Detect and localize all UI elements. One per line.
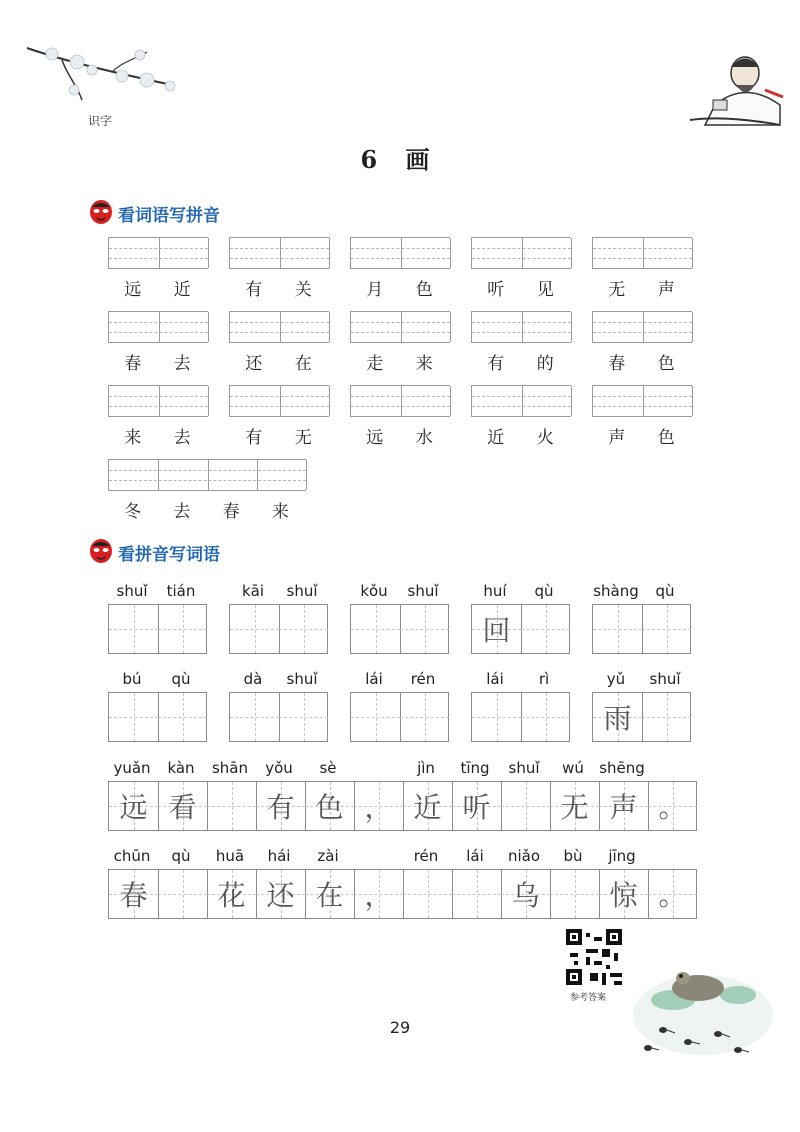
- guide-line: [351, 258, 450, 259]
- pinyin-cell[interactable]: [351, 386, 402, 416]
- pinyin-syllable: bù: [563, 847, 583, 865]
- page-number: 29: [389, 1018, 411, 1037]
- tianzige-cell[interactable]: [642, 605, 691, 653]
- answer-char: 听: [462, 791, 491, 824]
- tianzige-cell[interactable]: [593, 605, 643, 653]
- pinyin-answer-box[interactable]: [108, 237, 208, 269]
- pinyin-answer-box[interactable]: [471, 311, 571, 343]
- pinyin-cell[interactable]: [401, 312, 452, 342]
- tianzige-cell[interactable]: [279, 693, 328, 741]
- pinyin-syllable: rén: [413, 847, 439, 865]
- answer-char: [158, 693, 207, 741]
- vocab-char: 近: [487, 428, 505, 448]
- tianzige-cell[interactable]: [400, 693, 449, 741]
- pinyin-cell[interactable]: [230, 312, 281, 342]
- answer-char: [642, 605, 691, 653]
- vocab-char: 色: [415, 280, 433, 300]
- answer-char: [230, 605, 279, 653]
- tianzige-cell[interactable]: [521, 693, 570, 741]
- guide-line: [230, 406, 329, 407]
- vocab-char: 走: [366, 354, 384, 374]
- answer-char: 无: [560, 791, 589, 824]
- vocab-char: 水: [415, 428, 433, 448]
- answer-char: 远: [119, 791, 148, 824]
- guide-line: [109, 322, 208, 323]
- pinyin-cell[interactable]: [109, 312, 160, 342]
- pinyin-cell[interactable]: [230, 386, 281, 416]
- vocab-word: [108, 497, 306, 521]
- pinyin-answer-box[interactable]: [592, 237, 692, 269]
- guide-line: [472, 322, 571, 323]
- pinyin-answer-box[interactable]: [350, 237, 450, 269]
- pinyin-syllable: yǒu: [265, 759, 293, 777]
- answer-char: [400, 693, 449, 741]
- word-grid[interactable]: [229, 604, 328, 654]
- pinyin-answer-box[interactable]: [592, 311, 692, 343]
- answer-char: [452, 870, 501, 918]
- tianzige-cell[interactable]: [400, 605, 449, 653]
- answer-char: [472, 693, 521, 741]
- scholar-illustration: [685, 45, 785, 130]
- tianzige-cell[interactable]: [158, 870, 208, 918]
- qr-code-icon[interactable]: [566, 929, 622, 985]
- answer-char: 惊: [609, 879, 638, 912]
- tianzige-cell[interactable]: [648, 782, 697, 830]
- guide-line: [593, 258, 692, 259]
- tianzige-cell[interactable]: [452, 782, 502, 830]
- vocab-word: [471, 423, 571, 447]
- pinyin-cell[interactable]: [472, 386, 523, 416]
- tianzige-cell[interactable]: [256, 782, 306, 830]
- tianzige-cell[interactable]: [109, 870, 159, 918]
- guide-line: [230, 258, 329, 259]
- tianzige-cell[interactable]: [472, 693, 522, 741]
- guide-line: [472, 406, 571, 407]
- vocab-word: [350, 423, 450, 447]
- word-grid[interactable]: [350, 692, 449, 742]
- pinyin-cell[interactable]: [522, 386, 573, 416]
- pinyin-cell[interactable]: [643, 386, 694, 416]
- pinyin-syllable: rén: [410, 670, 436, 688]
- pinyin-syllable: qù: [534, 582, 554, 600]
- guide-line: [109, 332, 208, 333]
- pinyin-cell[interactable]: [351, 238, 402, 268]
- answer-char: 声: [609, 791, 638, 824]
- pinyin-syllable: shuǐ: [286, 670, 318, 688]
- tianzige-cell[interactable]: [279, 605, 328, 653]
- vocab-char: 远: [124, 280, 142, 300]
- pinyin-answer-box[interactable]: [350, 385, 450, 417]
- sentence-grid[interactable]: [108, 781, 697, 831]
- guide-line: [593, 396, 692, 397]
- vocab-word: [592, 349, 692, 373]
- tianzige-cell[interactable]: [403, 870, 453, 918]
- pinyin-syllable: zài: [317, 847, 339, 865]
- tianzige-cell[interactable]: [354, 782, 404, 830]
- pinyin-syllable: yuǎn: [113, 759, 151, 777]
- section1-heading: 看词语写拼音: [118, 206, 220, 226]
- answer-char: [109, 693, 158, 741]
- vocab-char: 有: [245, 280, 263, 300]
- word-grid[interactable]: [229, 692, 328, 742]
- pinyin-cell[interactable]: [109, 460, 159, 490]
- answer-char: 看: [168, 791, 197, 824]
- pinyin-answer-box[interactable]: [471, 385, 571, 417]
- guide-line: [472, 332, 571, 333]
- word-grid[interactable]: [350, 604, 449, 654]
- tianzige-cell[interactable]: [648, 870, 697, 918]
- tianzige-cell[interactable]: [521, 605, 570, 653]
- pinyin-syllable: tīng: [460, 759, 490, 777]
- word-grid[interactable]: [592, 604, 691, 654]
- tianzige-cell[interactable]: [351, 693, 401, 741]
- pinyin-syllable: shān: [211, 759, 249, 777]
- guide-line: [351, 332, 450, 333]
- pinyin-syllable: shàng: [593, 582, 639, 600]
- pinyin-cell[interactable]: [159, 312, 210, 342]
- answer-char: 色: [315, 791, 344, 824]
- vocab-char: 去: [173, 354, 191, 374]
- vocab-char: 远: [366, 428, 384, 448]
- pinyin-answer-box[interactable]: [229, 385, 329, 417]
- frog-tadpole-illustration: [628, 960, 778, 1060]
- answer-char: [279, 605, 328, 653]
- pinyin-cell[interactable]: [472, 238, 523, 268]
- tianzige-cell[interactable]: [354, 870, 404, 918]
- vocab-char: 春: [608, 354, 626, 374]
- answer-char: [501, 782, 550, 830]
- vocab-char: 无: [608, 280, 626, 300]
- pinyin-cell[interactable]: [472, 312, 523, 342]
- answer-char: [521, 605, 570, 653]
- pinyin-syllable: kāi: [241, 582, 265, 600]
- tianzige-cell[interactable]: [256, 870, 306, 918]
- answer-char: [351, 693, 400, 741]
- pinyin-syllable: bú: [122, 670, 142, 688]
- pinyin-answer-box[interactable]: [350, 311, 450, 343]
- word-grid[interactable]: [592, 692, 691, 742]
- tianzige-cell[interactable]: [158, 782, 208, 830]
- guide-line: [593, 406, 692, 407]
- answer-char: [158, 605, 207, 653]
- vocab-char: 声: [657, 280, 675, 300]
- vocab-char: 来: [415, 354, 433, 374]
- pinyin-cell[interactable]: [351, 312, 402, 342]
- tianzige-cell[interactable]: [109, 782, 159, 830]
- pinyin-cell[interactable]: [280, 238, 331, 268]
- vocab-word: [108, 423, 208, 447]
- pinyin-cell[interactable]: [401, 386, 452, 416]
- guide-line: [109, 396, 208, 397]
- pinyin-syllable: dà: [243, 670, 263, 688]
- pinyin-syllable: qù: [655, 582, 675, 600]
- tianzige-cell[interactable]: [642, 693, 691, 741]
- pinyin-syllable: niǎo: [507, 847, 541, 865]
- opera-mask-icon: [88, 197, 114, 225]
- pinyin-syllable: hái: [267, 847, 291, 865]
- answer-char: 在: [315, 879, 344, 912]
- guide-line: [109, 258, 208, 259]
- vocab-char: 色: [657, 428, 675, 448]
- pinyin-syllable: jìn: [417, 759, 435, 777]
- pinyin-syllable: shēng: [599, 759, 645, 777]
- pinyin-cell[interactable]: [643, 312, 694, 342]
- vocab-char: 冬: [124, 502, 142, 522]
- answer-char: 春: [119, 879, 148, 912]
- pinyin-syllable: chūn: [113, 847, 151, 865]
- pinyin-syllable: lái: [486, 670, 504, 688]
- tianzige-cell[interactable]: [305, 782, 355, 830]
- pinyin-cell[interactable]: [643, 238, 694, 268]
- guide-line: [109, 248, 208, 249]
- pinyin-syllable: shuǐ: [407, 582, 439, 600]
- opera-mask-icon: [88, 536, 114, 564]
- tianzige-cell[interactable]: [351, 605, 401, 653]
- tianzige-cell[interactable]: [593, 693, 643, 741]
- pinyin-cell[interactable]: [257, 460, 307, 490]
- tianzige-cell[interactable]: [207, 870, 257, 918]
- word-grid[interactable]: [471, 604, 570, 654]
- pinyin-answer-box[interactable]: [471, 237, 571, 269]
- pinyin-syllable: lái: [365, 670, 383, 688]
- word-grid[interactable]: [108, 692, 207, 742]
- vocab-word: [471, 275, 571, 299]
- answer-char: [521, 693, 570, 741]
- pinyin-cell[interactable]: [593, 386, 644, 416]
- vocab-char: 色: [657, 354, 675, 374]
- pinyin-cell[interactable]: [280, 312, 331, 342]
- vocab-char: 春: [222, 502, 240, 522]
- answer-char: [158, 870, 207, 918]
- answer-char: 。: [658, 791, 687, 824]
- tianzige-cell[interactable]: [230, 605, 280, 653]
- tianzige-cell[interactable]: [452, 870, 502, 918]
- vocab-char: 月: [366, 280, 384, 300]
- section2-heading: 看拼音写词语: [118, 545, 220, 565]
- qr-label: 参考答案: [570, 993, 607, 1003]
- vocab-char: 听: [487, 280, 505, 300]
- guide-line: [109, 480, 306, 481]
- sentence-grid[interactable]: [108, 869, 697, 919]
- answer-char: 。: [658, 879, 687, 912]
- pinyin-cell[interactable]: [280, 386, 331, 416]
- tianzige-cell[interactable]: [207, 782, 257, 830]
- pinyin-syllable: shuǐ: [649, 670, 681, 688]
- answer-char: [230, 693, 279, 741]
- pinyin-answer-box[interactable]: [108, 459, 306, 491]
- vocab-char: 的: [536, 354, 554, 374]
- guide-line: [593, 248, 692, 249]
- vocab-char: 去: [173, 502, 191, 522]
- pinyin-syllable: shuǐ: [286, 582, 318, 600]
- answer-char: [550, 870, 599, 918]
- guide-line: [472, 248, 571, 249]
- vocab-char: 在: [294, 354, 312, 374]
- pinyin-cell[interactable]: [593, 312, 644, 342]
- pinyin-syllable: qù: [171, 670, 191, 688]
- vocab-word: [229, 275, 329, 299]
- tianzige-cell[interactable]: [158, 693, 207, 741]
- pinyin-cell[interactable]: [401, 238, 452, 268]
- pinyin-syllable: rì: [538, 670, 550, 688]
- vocab-char: 火: [536, 428, 554, 448]
- answer-char: 乌: [511, 879, 540, 912]
- guide-line: [109, 406, 208, 407]
- vocab-word: [350, 349, 450, 373]
- pinyin-syllable: sè: [319, 759, 337, 777]
- section-label: 识字: [88, 114, 113, 128]
- tianzige-cell[interactable]: [501, 870, 551, 918]
- answer-char: [593, 605, 642, 653]
- tianzige-cell[interactable]: [158, 605, 207, 653]
- pinyin-syllable: huí: [483, 582, 507, 600]
- plum-blossom-illustration: [22, 40, 182, 110]
- vocab-char: 见: [536, 280, 554, 300]
- tianzige-cell[interactable]: [109, 605, 159, 653]
- vocab-word: [108, 349, 208, 373]
- pinyin-cell[interactable]: [522, 312, 573, 342]
- pinyin-syllable: huā: [215, 847, 245, 865]
- answer-char: 还: [266, 879, 295, 912]
- answer-char: 雨: [603, 702, 632, 735]
- guide-line: [351, 406, 450, 407]
- vocab-word: [471, 349, 571, 373]
- vocab-word: [108, 275, 208, 299]
- vocab-char: 春: [124, 354, 142, 374]
- tianzige-cell[interactable]: [501, 782, 551, 830]
- guide-line: [472, 258, 571, 259]
- pinyin-answer-box[interactable]: [229, 311, 329, 343]
- answer-char: 有: [266, 791, 295, 824]
- answer-char: ，: [364, 879, 393, 912]
- vocab-char: 关: [294, 280, 312, 300]
- answer-char: 花: [217, 879, 246, 912]
- tianzige-cell[interactable]: [599, 782, 649, 830]
- tianzige-cell[interactable]: [230, 693, 280, 741]
- pinyin-syllable: kǒu: [360, 582, 388, 600]
- pinyin-syllable: qù: [171, 847, 191, 865]
- guide-line: [593, 332, 692, 333]
- vocab-char: 声: [608, 428, 626, 448]
- guide-line: [351, 322, 450, 323]
- answer-char: [109, 605, 158, 653]
- vocab-word: [350, 275, 450, 299]
- pinyin-syllable: shuǐ: [116, 582, 148, 600]
- pinyin-syllable: yǔ: [606, 670, 626, 688]
- pinyin-cell[interactable]: [593, 238, 644, 268]
- vocab-word: [592, 423, 692, 447]
- vocab-char: 有: [487, 354, 505, 374]
- pinyin-answer-box[interactable]: [108, 385, 208, 417]
- tianzige-cell[interactable]: [550, 870, 600, 918]
- answer-char: [400, 605, 449, 653]
- pinyin-cell[interactable]: [159, 238, 210, 268]
- tianzige-cell[interactable]: [472, 605, 522, 653]
- guide-line: [230, 332, 329, 333]
- answer-char: 回: [482, 614, 511, 647]
- tianzige-cell[interactable]: [550, 782, 600, 830]
- answer-char: [351, 605, 400, 653]
- pinyin-syllable: jīng: [608, 847, 636, 865]
- guide-line: [230, 248, 329, 249]
- pinyin-cell[interactable]: [158, 460, 208, 490]
- guide-line: [230, 322, 329, 323]
- answer-char: ，: [364, 791, 393, 824]
- vocab-word: [592, 275, 692, 299]
- tianzige-cell[interactable]: [599, 870, 649, 918]
- pinyin-cell[interactable]: [208, 460, 258, 490]
- pinyin-syllable: lái: [466, 847, 484, 865]
- answer-char: [642, 693, 691, 741]
- answer-char: [403, 870, 452, 918]
- pinyin-cell[interactable]: [109, 238, 160, 268]
- pinyin-syllable: kàn: [167, 759, 195, 777]
- vocab-char: 有: [245, 428, 263, 448]
- answer-char: 近: [413, 791, 442, 824]
- page-title: 6 画: [360, 145, 440, 174]
- tianzige-cell[interactable]: [305, 870, 355, 918]
- pinyin-answer-box[interactable]: [592, 385, 692, 417]
- word-grid[interactable]: [108, 604, 207, 654]
- word-grid[interactable]: [471, 692, 570, 742]
- answer-char: [279, 693, 328, 741]
- pinyin-syllable: tián: [166, 582, 196, 600]
- pinyin-syllable: shuǐ: [508, 759, 540, 777]
- guide-line: [351, 248, 450, 249]
- pinyin-cell[interactable]: [109, 386, 160, 416]
- guide-line: [593, 322, 692, 323]
- vocab-word: [229, 423, 329, 447]
- guide-line: [351, 396, 450, 397]
- pinyin-cell[interactable]: [230, 238, 281, 268]
- tianzige-cell[interactable]: [109, 693, 159, 741]
- vocab-char: 去: [173, 428, 191, 448]
- vocab-char: 来: [124, 428, 142, 448]
- vocab-word: [229, 349, 329, 373]
- pinyin-syllable: wú: [562, 759, 584, 777]
- vocab-char: 来: [271, 502, 289, 522]
- guide-line: [109, 470, 306, 471]
- vocab-char: 还: [245, 354, 263, 374]
- guide-line: [472, 396, 571, 397]
- vocab-char: 无: [294, 428, 312, 448]
- vocab-char: 近: [173, 280, 191, 300]
- pinyin-answer-box[interactable]: [108, 311, 208, 343]
- answer-char: [207, 782, 256, 830]
- pinyin-answer-box[interactable]: [229, 237, 329, 269]
- pinyin-cell[interactable]: [159, 386, 210, 416]
- guide-line: [230, 396, 329, 397]
- tianzige-cell[interactable]: [403, 782, 453, 830]
- pinyin-cell[interactable]: [522, 238, 573, 268]
